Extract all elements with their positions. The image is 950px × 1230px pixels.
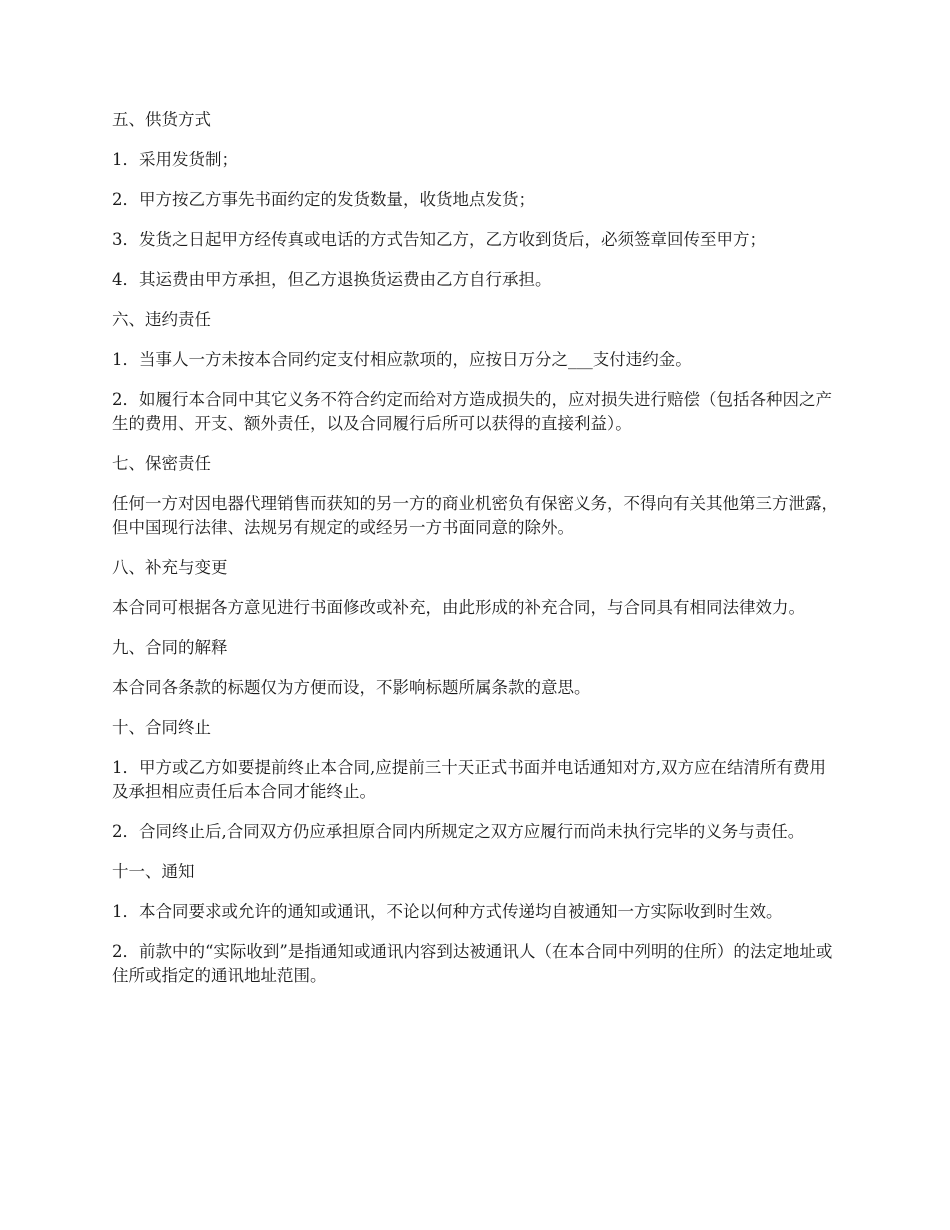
paragraph: 2．合同终止后,合同双方仍应承担原合同内所规定之双方应履行而尚未执行完毕的义务与责任。	[112, 822, 805, 841]
section-heading-liability: 六、违约责任	[112, 310, 211, 329]
paragraph: 4．其运费由甲方承担，但乙方退换货运费由乙方自行承担。	[112, 270, 552, 289]
section-heading-confidentiality: 七、保密责任	[112, 454, 211, 473]
section-heading-supply: 五、供货方式	[112, 110, 211, 129]
paragraph: 2．如履行本合同中其它义务不符合约定而给对方造成损失的，应对损失进行赔偿（包括各种因之产生的费用、开支、额外责任，以及合同履行后所可以获得的直接利益）。	[112, 390, 832, 433]
paragraph: 2．前款中的“实际收到”是指通知或通讯内容到达被通讯人（在本合同中列明的住所）的法定地址或住所或指定的通讯地址范围。	[112, 942, 833, 985]
paragraph: 1．当事人一方未按本合同约定支付相应款项的，应按日万分之___支付违约金。	[112, 350, 692, 369]
paragraph: 3．发货之日起甲方经传真或电话的方式告知乙方，乙方收到货后，必须签章回传至甲方；	[112, 230, 766, 249]
section-heading-interpretation: 九、合同的解释	[112, 638, 228, 657]
paragraph: 1．本合同要求或允许的通知或通讯，不论以何种方式传递均自被通知一方实际收到时生效。	[112, 902, 783, 921]
section-heading-notice: 十一、通知	[112, 862, 195, 881]
section-heading-termination: 十、合同终止	[112, 718, 211, 737]
paragraph: 2．甲方按乙方事先书面约定的发货数量，收货地点发货；	[112, 190, 535, 209]
paragraph: 1．甲方或乙方如要提前终止本合同,应提前三十天正式书面并电话通知对方,双方应在结清所有费用及承担相应责任后本合同才能终止。	[112, 758, 826, 801]
document-page	[112, 108, 840, 1004]
paragraph: 任何一方对因电器代理销售而获知的另一方的商业机密负有保密义务，不得向有关其他第三方泄露，但中国现行法律、法规另有规定的或经另一方书面同意的除外。	[112, 494, 838, 537]
section-heading-amendment: 八、补充与变更	[112, 558, 228, 577]
paragraph: 1．采用发货制；	[112, 150, 238, 169]
paragraph: 本合同可根据各方意见进行书面修改或补充，由此形成的补充合同，与合同具有相同法律效力。	[112, 598, 805, 617]
paragraph: 本合同各条款的标题仅为方便而设，不影响标题所属条款的意思。	[112, 678, 591, 697]
